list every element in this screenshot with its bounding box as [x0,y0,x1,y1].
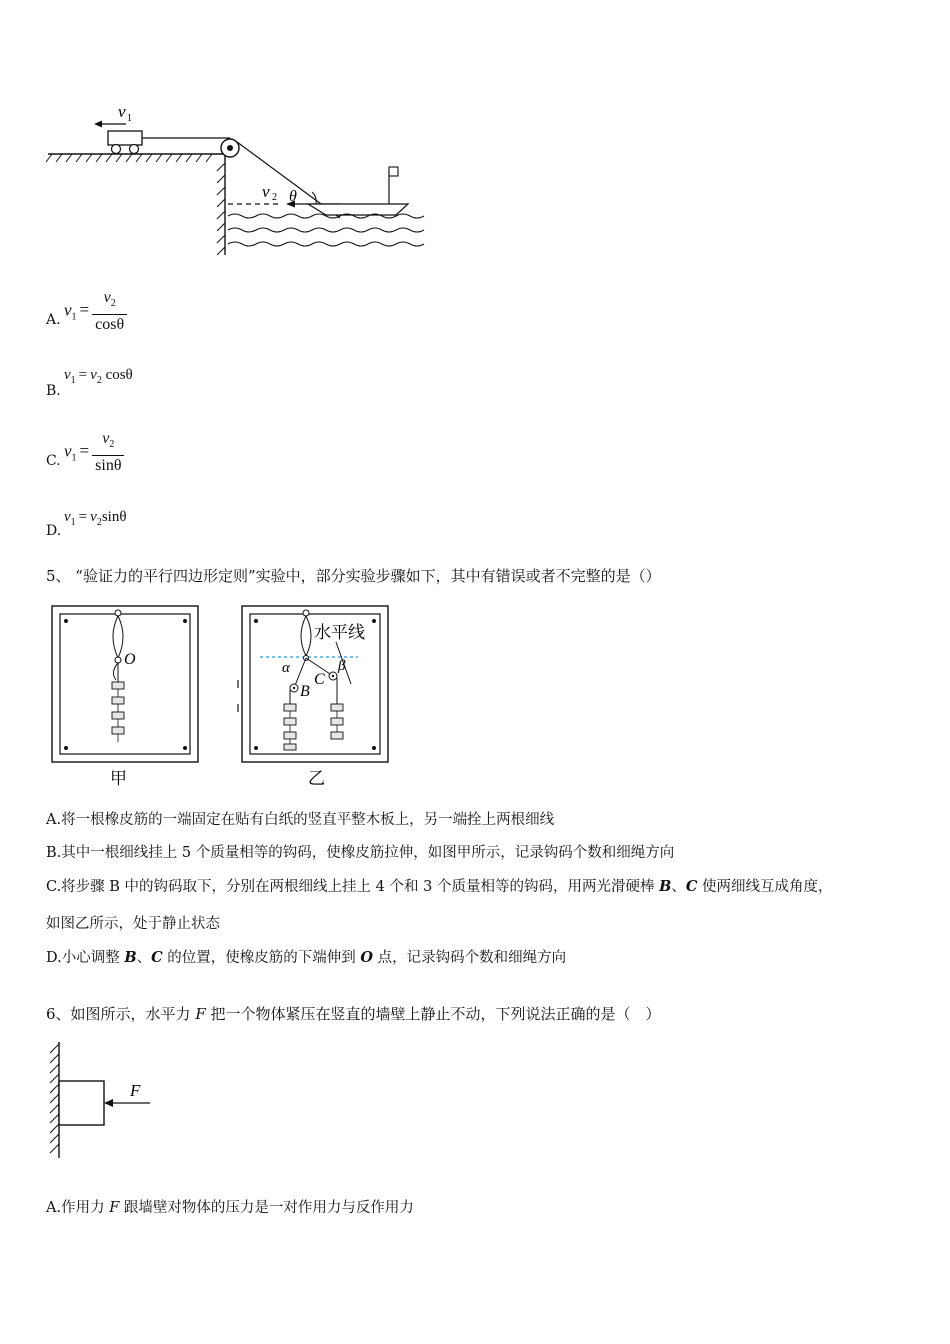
weights-c [331,704,343,739]
q5-option-c-cont: 如图乙所示，处于静止状态 [46,916,220,932]
label-beta: β [338,658,346,674]
q4-option-a-formula: $v_1$ = $\frac{v_2}{\cos\theta}$ [64,288,127,335]
block [59,1081,104,1125]
q4-option-b-formula: $v_1 = v_2$ cosθ [64,367,133,386]
theta-label: θ [289,188,297,205]
q5-parallelogram-figure [46,600,396,795]
q6-option-a[interactable]: A.作用力 F 跟墙壁对物体的压力是一对作用力与反作用力 [46,1200,414,1216]
force-F-label: F [130,1081,141,1100]
label-alpha: α [282,660,290,676]
cart [108,131,142,145]
q4-option-c-letter[interactable]: C. [46,453,61,469]
v2-label: v [262,182,270,201]
svg-text:1: 1 [127,113,132,124]
q5-stem: 5、 “验证力的平行四边形定则”实验中，部分实验步骤如下，其中有错误或者不完整的是（） [46,567,661,585]
label-C: C [314,671,325,688]
label-horizontal: 水平线 [314,623,365,642]
q5-option-c[interactable]: C.将步骤 B 中的钩码取下，分别在两根细线上挂上 4 个和 3 个质量相等的钩码，用两光滑硬棒 B、C 使两细线互成角度， [46,878,833,895]
q4-option-a-letter[interactable]: A. [46,312,61,328]
q4-pulley-boat-figure [40,95,430,265]
label-O: O [124,651,136,668]
q4-option-b-letter[interactable]: B. [46,383,61,399]
label-yi: 乙 [308,769,325,788]
boat [308,204,408,215]
q6-stem: 6、如图所示，水平力 F 把一个物体紧压在竖直的墙壁上静止不动，下列说法正确的是（ ） [46,1005,661,1023]
label-B: B [300,683,310,700]
q4-option-c-formula: $v_1$ = $\frac{v_2}{\sin\theta}$ [64,429,124,476]
label-jia: 甲 [110,769,127,788]
q5-option-b[interactable]: B.其中一根细线挂上 5 个质量相等的钩码，使橡皮筋拉伸，如图甲所示，记录钩码个数和细绳方向 [46,845,675,861]
q5-option-a[interactable]: A.将一根橡皮筋的一端固定在贴有白纸的竖直平整木板上，另一端拴上两根细线 [46,812,555,828]
svg-text:2: 2 [272,192,277,203]
q4-option-d-letter[interactable]: D. [46,523,62,539]
q5-option-d[interactable]: D.小心调整 B、C 的位置，使橡皮筋的下端伸到 O 点，记录钩码个数和细绳方向 [46,949,567,966]
q4-option-d-formula: $v_1 = v_2\sin\theta$ [64,509,127,528]
v1-label: v [118,102,126,121]
q6-wall-block-figure [40,1038,160,1164]
